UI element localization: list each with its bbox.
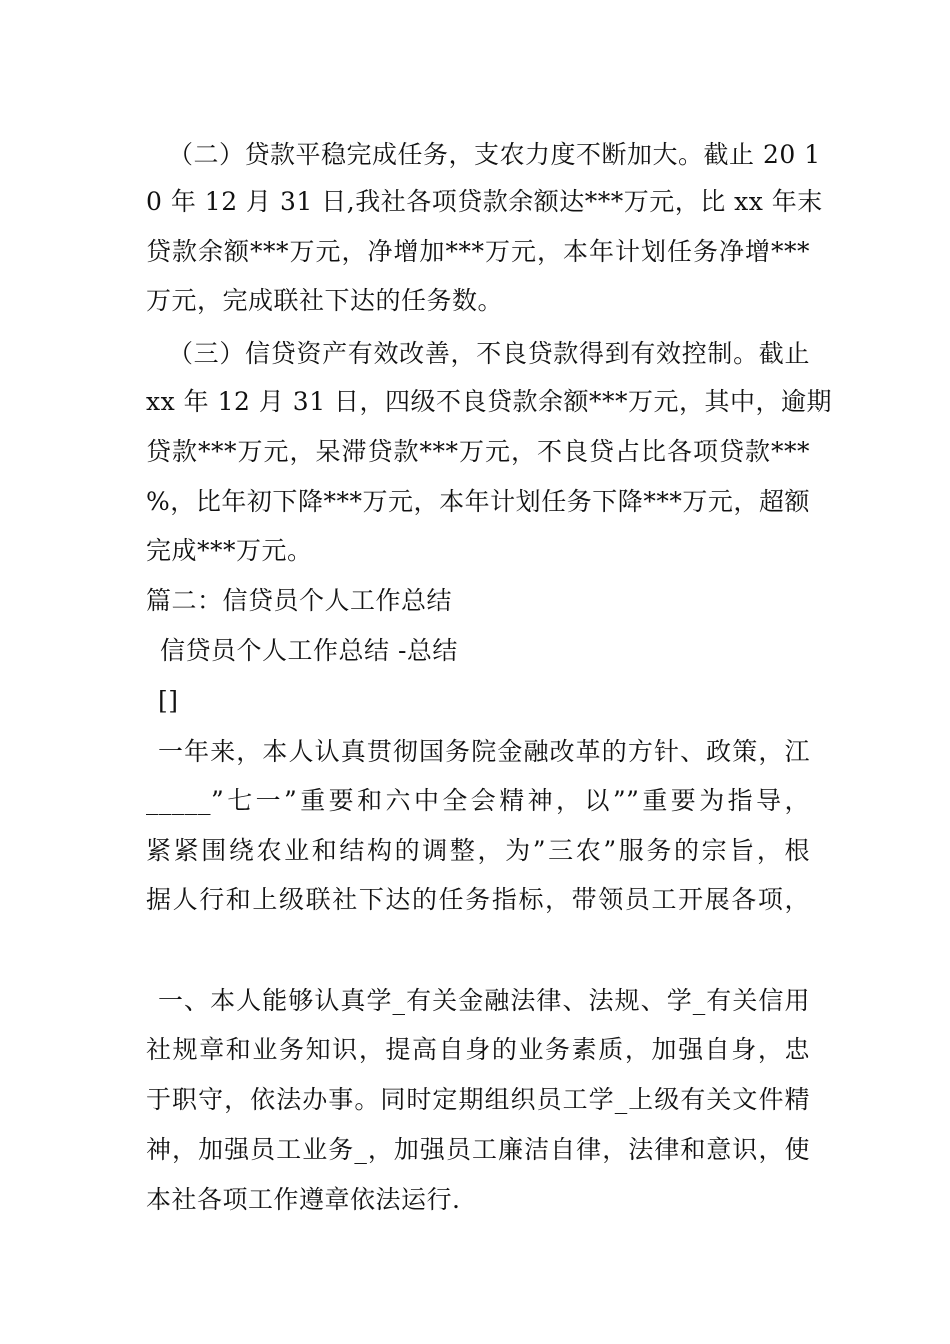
- section-heading: 篇二：信贷员个人工作总结: [146, 586, 453, 615]
- paragraph-line: （二）贷款平稳完成任务，支农力度不断加大。截止 20 1: [168, 140, 821, 169]
- paragraph-line: 一、本人能够认真学_有关金融法律、法规、学_有关信用: [158, 986, 810, 1015]
- document-title: 信贷员个人工作总结 -总结: [160, 636, 458, 665]
- paragraph-line: 0 年 12 月 31 日,我社各项贷款余额达***万元，比 xx 年末: [146, 187, 823, 216]
- paragraph-line: 神，加强员工业务_，加强员工廉洁自律，法律和意识，使: [146, 1135, 810, 1164]
- paragraph-line: 紧紧围绕农业和结构的调整，为”三农”服务的宗旨，根: [146, 836, 810, 865]
- paragraph-line: 于职守，依法办事。同时定期组织员工学_上级有关文件精: [146, 1085, 810, 1114]
- paragraph-line: _____”七一”重要和六中全会精神，以””重要为指导，: [146, 786, 810, 815]
- paragraph-line: 完成***万元。: [146, 536, 313, 565]
- paragraph-line: 贷款***万元，呆滞贷款***万元，不良贷占比各项贷款***: [146, 437, 810, 466]
- paragraph-line: （三）信贷资产有效改善，不良贷款得到有效控制。截止: [168, 339, 810, 368]
- paragraph-line: 万元，完成联社下达的任务数。: [146, 286, 504, 315]
- paragraph-line: 据人行和上级联社下达的任务指标，带领员工开展各项，: [146, 885, 810, 914]
- paragraph-line: 贷款余额***万元，净增加***万元，本年计划任务净增***: [146, 237, 810, 266]
- paragraph-line: xx 年 12 月 31 日，四级不良贷款余额***万元，其中，逾期: [146, 387, 833, 416]
- paragraph-line: %，比年初下降***万元，本年计划任务下降***万元，超额: [146, 487, 810, 516]
- bracket-placeholder: []: [158, 686, 179, 715]
- paragraph-line: 社规章和业务知识，提高自身的业务素质，加强自身，忠: [146, 1035, 810, 1064]
- paragraph-line: 一年来，本人认真贯彻国务院金融改革的方针、政策，江: [158, 737, 810, 766]
- paragraph-line: 本社各项工作遵章依法运行.: [146, 1185, 461, 1214]
